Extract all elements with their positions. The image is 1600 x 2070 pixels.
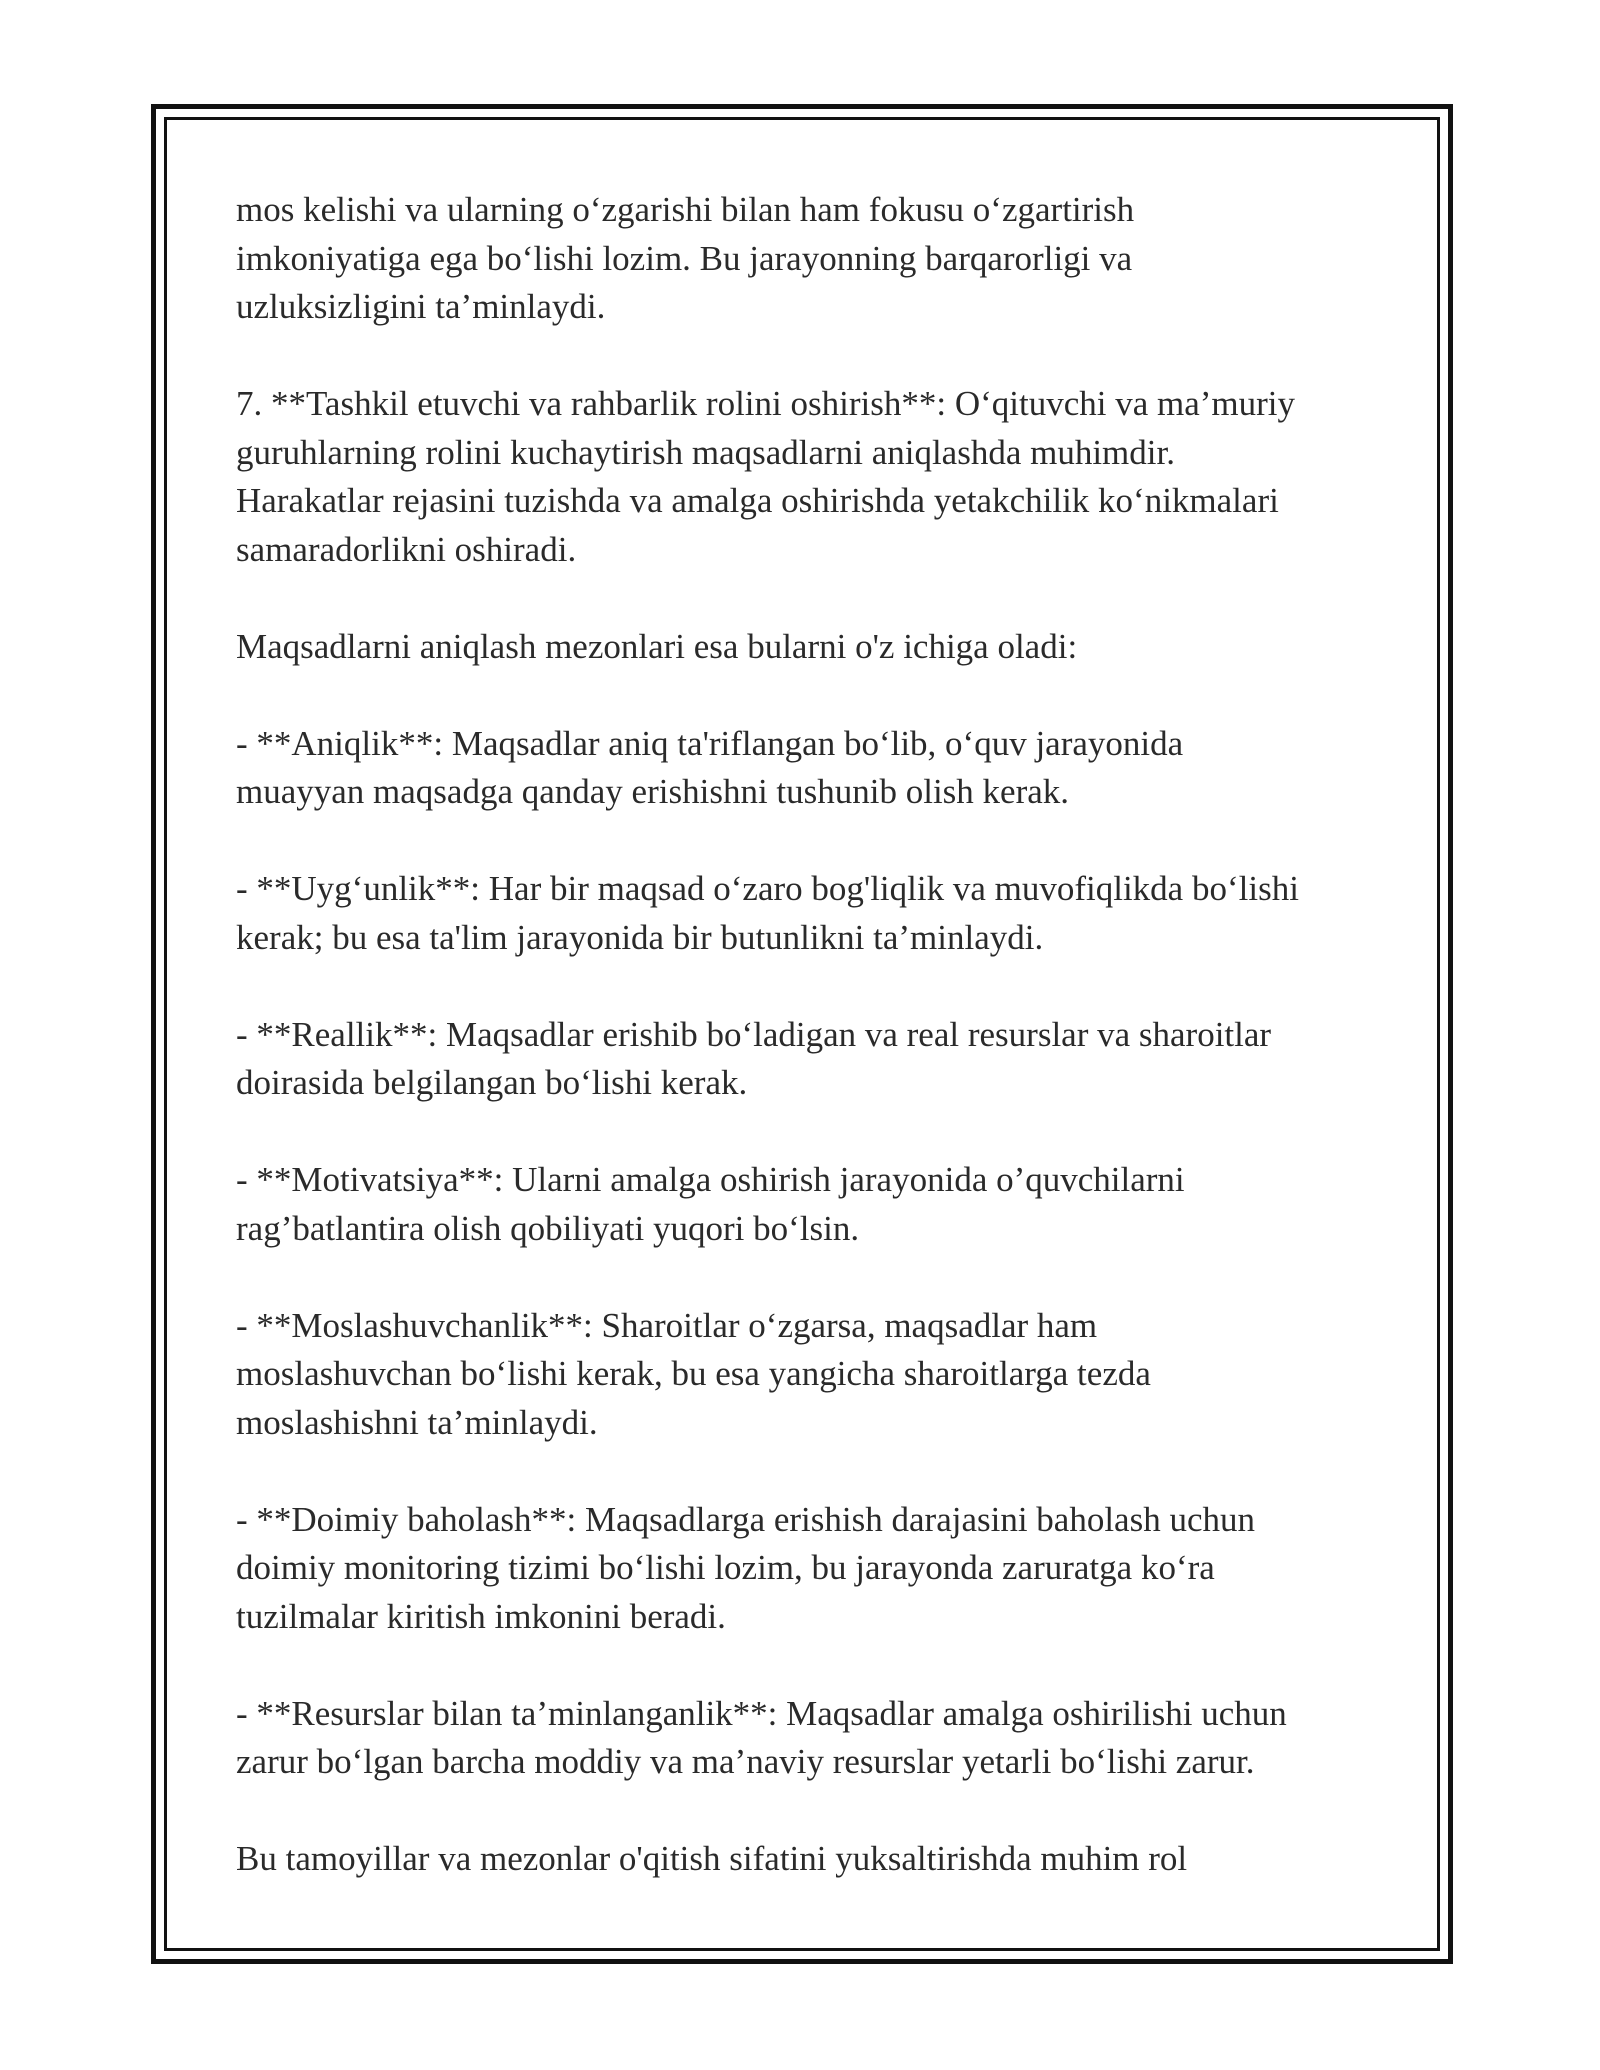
paragraph-item-7: 7. **Tashkil etuvchi va rahbarlik rolini oshirish**: O‘qituvchi va ma’muriy guruhlarning rolini kuchaytirish maqsadlarni aniqlashda muhimdir. Harakatlar rejasini tuzishda va amalga oshirishda yetakchilik ko‘nikmalari samaradorlikni oshiradi. — [236, 384, 1296, 569]
paragraph-criteria-intro: Maqsadlarni aniqlash mezonlari esa bularni o'z ichiga oladi: — [236, 626, 1078, 666]
paragraph-closing: Bu tamoyillar va mezonlar o'qitish sifatini yuksaltirishda muhim rol — [236, 1839, 1188, 1878]
bullet-aniqlik: - **Aniqlik**: Maqsadlar aniq ta'riflangan bo‘lib, o‘quv jarayonida muayyan maqsadga qanday erishishni tushunib olish kerak. — [236, 723, 1184, 811]
bullet-motivatsiya: - **Motivatsiya**: Ularni amalga oshirish jarayonida o’quvchilarni rag’batlantira olish qobiliyati yuqori bo‘lsin. — [236, 1160, 1185, 1248]
bullet-resurslar: - **Resurslar bilan ta’minlanganlik**: Maqsadlar amalga oshirilishi uchun zarur bo‘lgan barcha moddiy va ma’naviy resurslar yetarli bo‘lishi zarur. — [236, 1693, 1287, 1781]
bullet-uygunlik: - **Uyg‘unlik**: Har bir maqsad o‘zaro bog'liqlik va muvofiqlikda bo‘lishi kerak; bu esa ta'lim jarayonida bir butunlikni ta’minlaydi. — [236, 869, 1299, 957]
bullet-moslashuvchanlik: - **Moslashuvchanlik**: Sharoitlar o‘zgarsa, maqsadlar ham moslashuvchan bo‘lishi kerak, bu esa yangicha sharoitlarga tezda moslashishni ta’minlaydi. — [236, 1305, 1151, 1442]
paragraph-continuation: mos kelishi va ularning o‘zgarishi bilan ham fokusu o‘zgartirish imkoniyatiga ega bo‘lishi lozim. Bu jarayonning barqarorligi va uzluksizligini ta’minlaydi. — [236, 190, 1135, 326]
bullet-reallik: - **Reallik**: Maqsadlar erishib bo‘ladigan va real resurslar va sharoitlar doirasida belgilangan bo‘lishi kerak. — [236, 1014, 1272, 1102]
page-body — [236, 186, 1366, 1884]
bullet-doimiy-baholash: - **Doimiy baholash**: Maqsadlarga erishish darajasini baholash uchun doimiy monitoring tizimi bo‘lishi lozim, bu jarayonda zaruratga ko‘ra tuzilmalar kiritish imkonini beradi. — [236, 1499, 1255, 1636]
